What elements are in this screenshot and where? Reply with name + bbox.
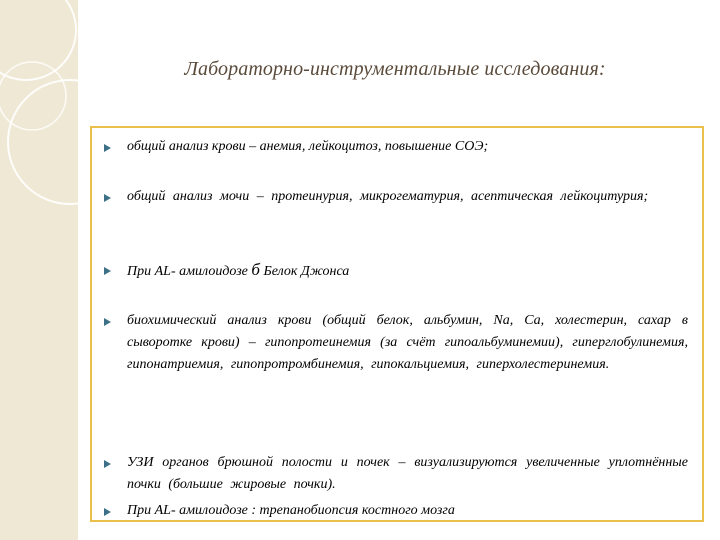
content-box <box>90 126 704 522</box>
list-item <box>104 500 688 522</box>
list-item-text: биохимический анализ крови (общий белок, альбумин, Na, Ca, холестерин, сахар в сыворотке крови) – гипопротеинемия (за счёт гипоальбуминемии), гиперглобулинемия, гипонатриемия, гипопротромбинемия, гипокальциемия, гиперхолестеринемия. <box>127 313 688 372</box>
list-item <box>104 452 688 496</box>
list-item-text: УЗИ органов брюшной полости и почек – визуализируются увеличенные уплотнённые почки (большие жировые почки). <box>127 455 688 492</box>
emphasized-letter: б <box>251 260 260 279</box>
list-item <box>104 259 688 283</box>
list-item <box>104 310 688 376</box>
list-item-text <box>127 259 688 283</box>
bullet-icon <box>104 267 111 275</box>
list-item-text-part: Белок Джонса <box>259 264 350 279</box>
bullet-icon <box>104 318 111 326</box>
list-item-text: общий анализ мочи – протеинурия, микрогематурия, асептическая лейкоцитурия; <box>127 189 649 204</box>
list-item-text: При AL- амилоидозе : трепанобиопсия костного мозга <box>127 503 455 518</box>
list-item <box>104 186 688 208</box>
list-item-text-part: При AL- амилоидозе <box>127 264 252 279</box>
slide-title: Лабораторно-инструментальные исследования: <box>184 58 606 80</box>
bullet-icon <box>104 194 111 202</box>
list-item-text: общий анализ крови – анемия, лейкоцитоз, повышение СОЭ; <box>127 139 489 154</box>
list-item <box>104 136 688 158</box>
bullet-icon <box>104 144 111 152</box>
bullet-icon <box>104 460 111 468</box>
bullet-icon <box>104 508 111 516</box>
